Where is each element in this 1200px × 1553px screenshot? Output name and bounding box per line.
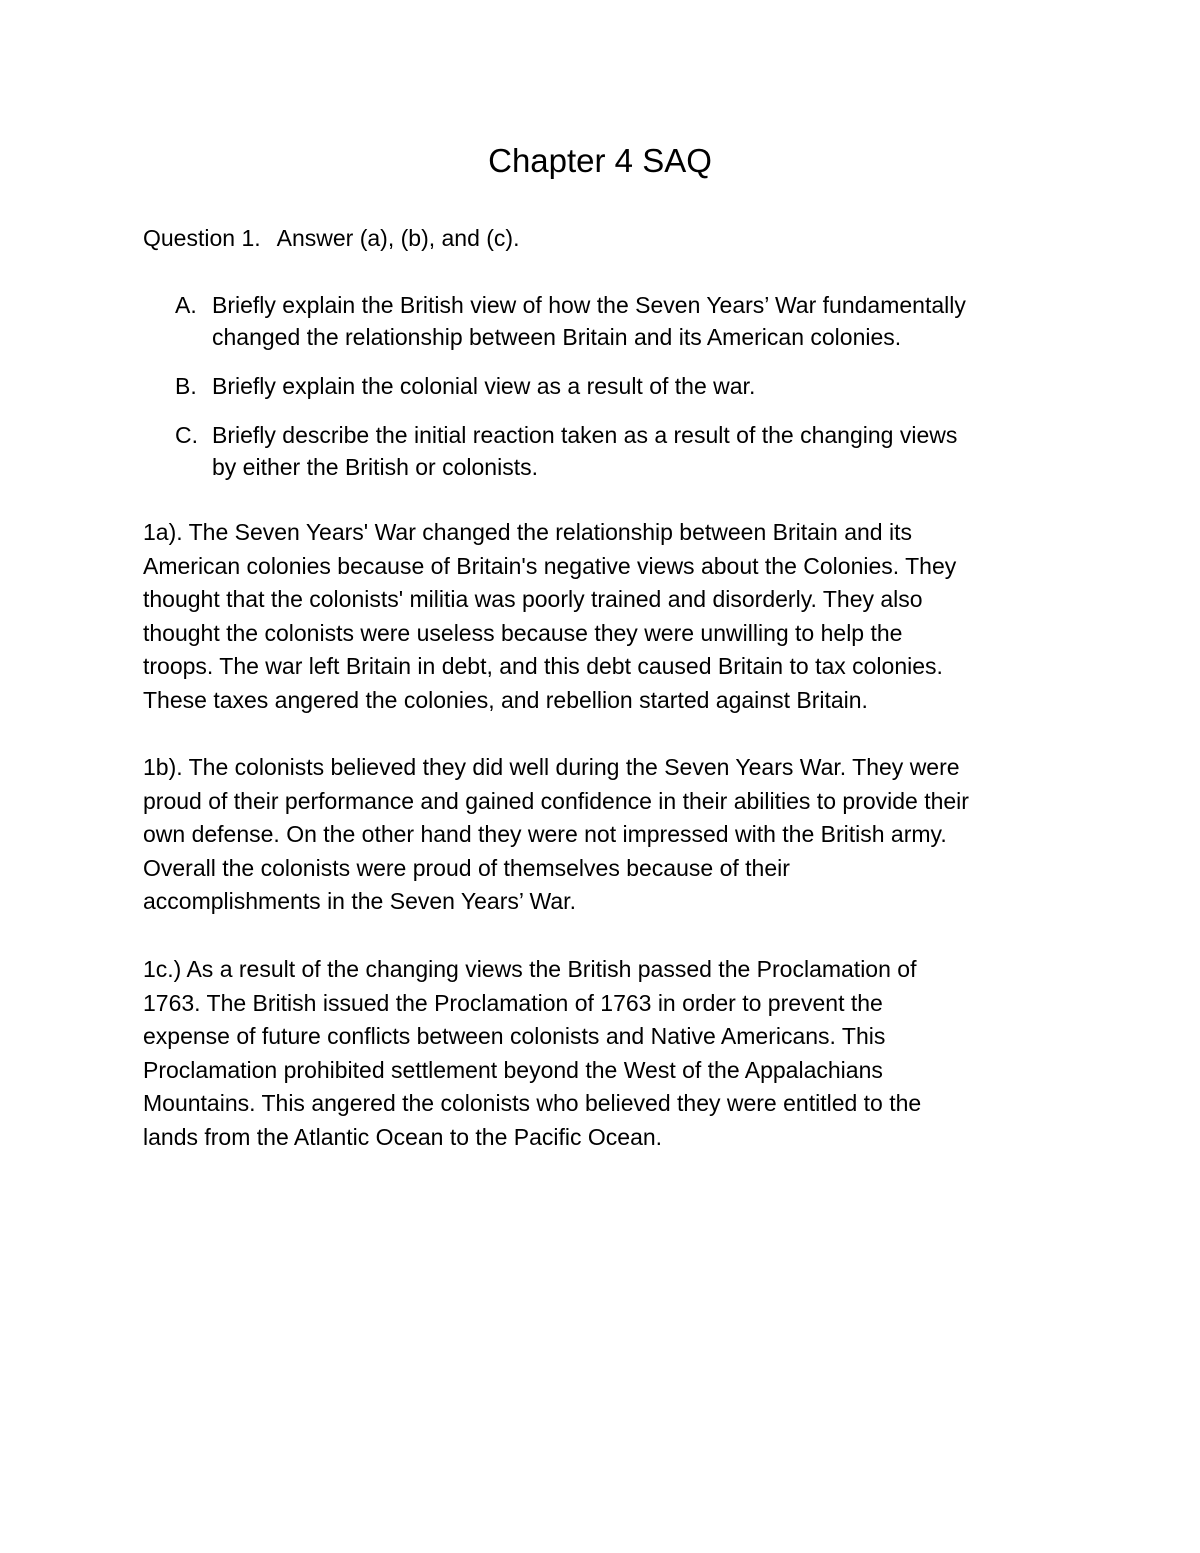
answer-text-line: 1a). The Seven Years' War changed the relationship between Britain and its <box>143 519 912 545</box>
page-title: Chapter 4 SAQ <box>488 142 712 179</box>
list-marker: C. <box>175 422 198 448</box>
answer-text-line: accomplishments in the Seven Years’ War. <box>143 888 576 915</box>
question-text-line: Briefly describe the initial reaction taken as a result of the changing views <box>212 422 958 448</box>
question-parts-list <box>143 289 1103 483</box>
question-part-c <box>143 419 1103 483</box>
question-part-a <box>143 289 1103 353</box>
answer-text-line: own defense. On the other hand they were not impressed with the British army. <box>143 821 947 848</box>
answer-text-line: These taxes angered the colonies, and rebellion started against Britain. <box>143 686 868 713</box>
answer-text-line: Mountains. This angered the colonists who believed they were entitled to the <box>143 1090 922 1117</box>
answer-text-line: 1b). The colonists believed they did well during the Seven Years War. They were <box>143 754 960 780</box>
question-part-b <box>143 370 1103 402</box>
answer-text-line: 1763. The British issued the Proclamation of 1763 in order to prevent the <box>143 989 883 1016</box>
answer-text-line: troops. The war left Britain in debt, and this debt caused Britain to tax colonies. <box>143 653 943 680</box>
answer-text-line: 1c.) As a result of the changing views the British passed the Proclamation of <box>143 956 917 982</box>
answer-text-line: thought that the colonists' militia was poorly trained and disorderly. They also <box>143 586 923 613</box>
answer-text-line: American colonies because of Britain's negative views about the Colonies. They <box>143 552 957 579</box>
list-marker: A. <box>175 292 197 318</box>
question-number: Question 1. <box>143 225 261 251</box>
answer-text-line: expense of future conflicts between colonists and Native Americans. This <box>143 1023 886 1050</box>
answer-text-line: Overall the colonists were proud of themselves because of their <box>143 854 790 881</box>
question-instruction: Answer (a), (b), and (c). <box>276 225 520 251</box>
answer-1c-paragraph <box>143 953 1073 1155</box>
list-marker: B. <box>175 373 197 399</box>
question-text-line: Briefly explain the colonial view as a result of the war. <box>212 373 756 399</box>
answer-text-line: thought the colonists were useless because they were unwilling to help the <box>143 619 903 646</box>
question-text-line: by either the British or colonists. <box>212 454 538 480</box>
question-prompt <box>143 224 519 252</box>
question-text-line: Briefly explain the British view of how the Seven Years’ War fundamentally <box>212 292 966 318</box>
answer-1b-paragraph <box>143 751 1073 919</box>
answer-1a-paragraph <box>143 516 1073 718</box>
answer-text-line: proud of their performance and gained confidence in their abilities to provide their <box>143 787 969 814</box>
answer-text-line: Proclamation prohibited settlement beyond the West of the Appalachians <box>143 1056 883 1083</box>
answer-text-line: lands from the Atlantic Ocean to the Pacific Ocean. <box>143 1123 663 1150</box>
question-text-line: changed the relationship between Britain and its American colonies. <box>212 324 902 350</box>
